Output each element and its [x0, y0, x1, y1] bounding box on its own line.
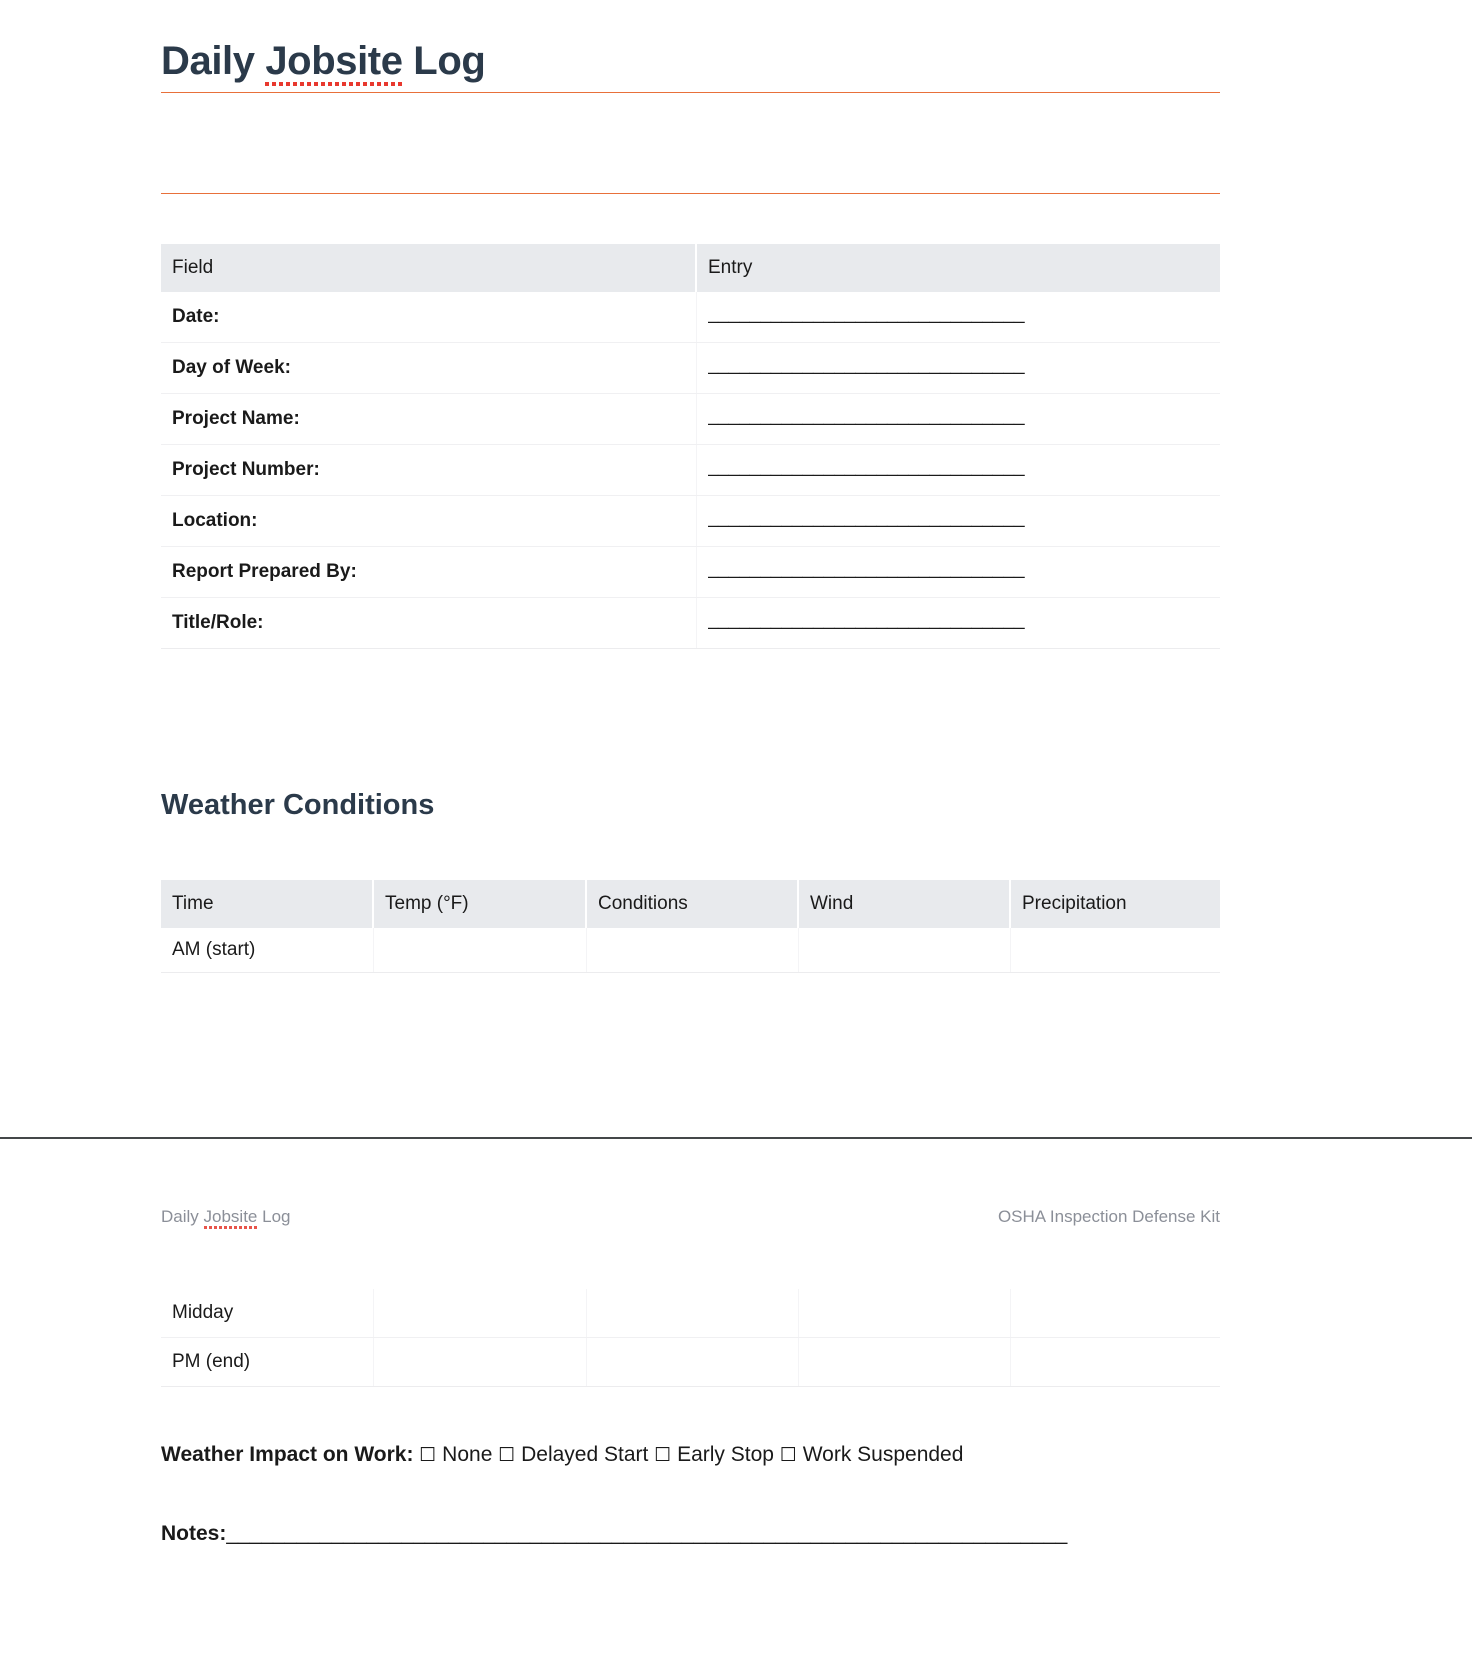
weather-cell-precipitation-am[interactable]: [1010, 928, 1220, 973]
page-title: [161, 0, 1220, 84]
weather-impact-label: Weather Impact on Work:: [161, 1442, 414, 1466]
info-entry-location[interactable]: [696, 496, 1220, 547]
info-entry-report-prepared-by[interactable]: [696, 547, 1220, 598]
table-row: [161, 1289, 1220, 1338]
weather-header-precipitation: Precipitation: [1010, 880, 1220, 928]
weather-cell-conditions-am[interactable]: [586, 928, 798, 973]
info-header-field: Field: [161, 244, 696, 292]
info-field-day-of-week: Day of Week:: [161, 343, 696, 394]
spacer-before-page-break: [161, 973, 1220, 1137]
notes-line: [161, 1522, 1220, 1546]
impact-option-delayed-start[interactable]: Delayed Start: [521, 1442, 649, 1466]
page-title-before: Daily: [161, 39, 266, 83]
checkbox-none[interactable]: ☐: [419, 1443, 437, 1466]
weather-cell-time-am: AM (start): [161, 928, 373, 973]
weather-cell-wind-am[interactable]: [798, 928, 1010, 973]
table-row: [161, 292, 1220, 343]
info-field-title-role: Title/Role:: [161, 598, 696, 649]
weather-conditions-heading: Weather Conditions: [161, 789, 435, 821]
spacer-impact-to-notes: [161, 1469, 1220, 1522]
info-field-location: Location:: [161, 496, 696, 547]
weather-cell-temp-midday[interactable]: [373, 1289, 586, 1338]
checkbox-early-stop[interactable]: ☐: [654, 1443, 672, 1466]
footer-document-name: [161, 1207, 290, 1227]
entry-blank-line: ______________________________: [707, 405, 1025, 426]
page-title-after: Log: [402, 39, 486, 83]
page-footer: [161, 1207, 1220, 1227]
checkbox-delayed-start[interactable]: ☐: [498, 1443, 516, 1466]
spacer-table-to-impact: [161, 1387, 1220, 1440]
info-entry-day-of-week[interactable]: [696, 343, 1220, 394]
notes-blank-line[interactable]: ________________________________________________________________________: [226, 1522, 1068, 1546]
info-entry-project-number[interactable]: [696, 445, 1220, 496]
weather-cell-wind-pm[interactable]: [798, 1337, 1010, 1386]
info-entry-project-name[interactable]: [696, 394, 1220, 445]
table-row: [161, 394, 1220, 445]
table-row: [161, 928, 1220, 973]
table-row: [161, 1337, 1220, 1386]
notes-label: Notes:: [161, 1522, 227, 1546]
info-field-project-name: Project Name:: [161, 394, 696, 445]
table-row: [161, 343, 1220, 394]
info-table-header-row: [161, 244, 1220, 292]
weather-header-temp: Temp (°F): [373, 880, 586, 928]
footer-left-before: Daily: [161, 1206, 204, 1226]
checkbox-work-suspended[interactable]: ☐: [779, 1443, 797, 1466]
entry-blank-line: ______________________________: [707, 456, 1025, 477]
impact-option-none[interactable]: None: [442, 1442, 493, 1466]
weather-cell-time-pm: PM (end): [161, 1337, 373, 1386]
title-spacer-band: [161, 93, 1220, 193]
weather-conditions-table-continued: [161, 1289, 1220, 1387]
table-row: [161, 496, 1220, 547]
info-entry-date[interactable]: [696, 292, 1220, 343]
entry-blank-line: ______________________________: [707, 507, 1025, 528]
weather-header-time: Time: [161, 880, 373, 928]
page-title-misspelled-word: Jobsite: [265, 39, 402, 88]
weather-conditions-table: [161, 880, 1220, 973]
info-entry-title-role[interactable]: [696, 598, 1220, 649]
weather-impact-line: [161, 1440, 1220, 1469]
jobsite-info-table: [161, 244, 1220, 649]
table-row: [161, 598, 1220, 649]
spacer-after-page-break: [161, 1139, 1220, 1207]
weather-cell-time-midday: Midday: [161, 1289, 373, 1338]
weather-cell-conditions-midday[interactable]: [586, 1289, 798, 1338]
weather-cell-precipitation-pm[interactable]: [1010, 1337, 1220, 1386]
weather-cell-temp-am[interactable]: [373, 928, 586, 973]
entry-blank-line: ______________________________: [707, 303, 1025, 324]
entry-blank-line: ______________________________: [707, 609, 1025, 630]
weather-cell-conditions-pm[interactable]: [586, 1337, 798, 1386]
weather-header-conditions: Conditions: [586, 880, 798, 928]
weather-cell-precipitation-midday[interactable]: [1010, 1289, 1220, 1338]
page-2-content: [0, 1139, 1472, 1546]
entry-blank-line: ______________________________: [707, 558, 1025, 579]
footer-left-misspelled-word: Jobsite: [204, 1207, 258, 1229]
info-field-report-prepared-by: Report Prepared By:: [161, 547, 696, 598]
info-field-project-number: Project Number:: [161, 445, 696, 496]
entry-blank-line: ______________________________: [707, 354, 1025, 375]
info-field-date: Date:: [161, 292, 696, 343]
weather-cell-temp-pm[interactable]: [373, 1337, 586, 1386]
table-row: [161, 547, 1220, 598]
impact-option-work-suspended[interactable]: Work Suspended: [802, 1442, 964, 1466]
spacer-heading-to-weather-table: [161, 823, 1220, 880]
weather-table-header-row: [161, 880, 1220, 928]
info-header-entry: Entry: [696, 244, 1220, 292]
impact-option-early-stop[interactable]: Early Stop: [677, 1442, 774, 1466]
table-row: [161, 445, 1220, 496]
weather-header-wind: Wind: [798, 880, 1010, 928]
footer-left-after: Log: [257, 1206, 291, 1226]
footer-kit-name: OSHA Inspection Defense Kit: [997, 1206, 1220, 1226]
spacer-info-table-to-weather-heading: [161, 649, 1220, 788]
spacer-title-to-info-table: [161, 194, 1220, 244]
spacer-footer-to-table: [161, 1227, 1220, 1289]
weather-cell-wind-midday[interactable]: [798, 1289, 1010, 1338]
document-page-2: [0, 1139, 1472, 1546]
